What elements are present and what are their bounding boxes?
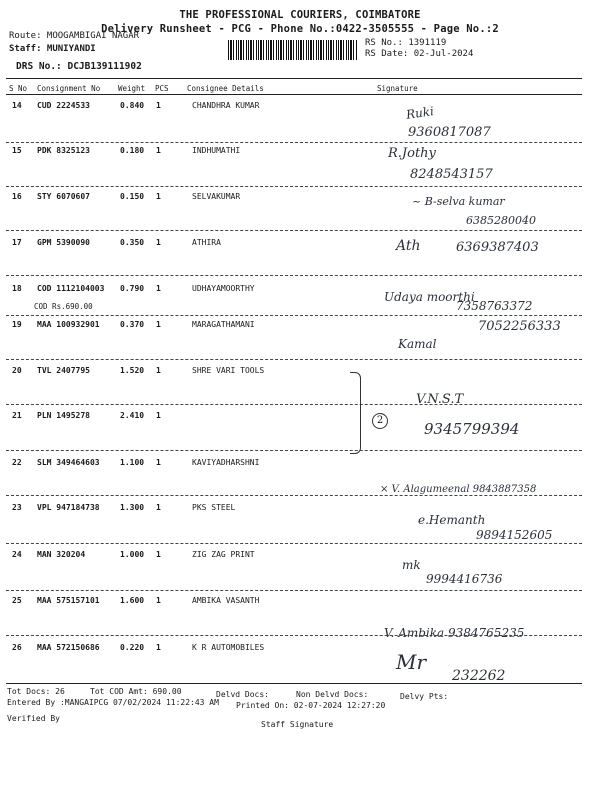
document-subtitle: Delivery Runsheet - PCG - Phone No.:0422-3505555 - Page No.:2 [101,23,499,35]
row-weight: 0.220 [120,643,145,652]
row-divider [6,590,582,591]
rs-date: RS Date: 02-Jul-2024 [365,49,474,59]
total-cod-amount: Tot COD Amt: 690.00 [90,687,182,696]
row-pcs: 1 [156,643,161,652]
row-pcs: 1 [156,284,161,293]
row-pcs: 1 [156,320,161,329]
row-consignment: PDK 8325123 [37,146,90,155]
handwritten-signature: R.Jothy [388,146,436,161]
row-consignment: MAA 572150686 [37,643,100,652]
row-pcs: 1 [156,238,161,247]
row-pcs: 1 [156,366,161,375]
header-bottom-rule [6,94,582,95]
document-title: THE PROFESSIONAL COURIERS, COIMBATORE [179,9,421,21]
handwritten-signature: × V. Alagumeenal 9843887358 [380,484,537,495]
row-consignee: ZIG ZAG PRINT [192,550,255,559]
route-label: Route: MOOGAMBIGAI NAGAR [9,31,140,41]
delivery-points: Delvy Pts: [400,692,449,701]
handwritten-signature: Ath [396,238,421,254]
row-divider [6,543,582,544]
row-weight: 0.370 [120,320,145,329]
row-consignment: MAA 100932901 [37,320,100,329]
row-sno: 21 [12,411,22,420]
row-weight: 0.790 [120,284,145,293]
row-sno: 23 [12,503,22,512]
row-consignee: ATHIRA [192,238,221,247]
row-pcs: 1 [156,503,161,512]
staff-signature-label: Staff Signature [261,720,334,729]
row-consignment: GPM 5390090 [37,238,90,247]
handwritten-phone: 8248543157 [410,167,493,182]
row-consignee: MARAGATHAMANI [192,320,255,329]
col-signature: Signature [377,84,418,93]
row-pcs: 1 [156,458,161,467]
row-consignee: SELVAKUMAR [192,192,241,201]
row-divider [6,450,582,451]
row-sno: 19 [12,320,22,329]
staff-label: Staff: MUNIYANDI [9,44,96,54]
handwritten-signature: Kamal [398,337,437,351]
row-pcs: 1 [156,596,161,605]
row-weight: 1.000 [120,550,145,559]
row-consignee: K R AUTOMOBILES [192,643,265,652]
row-divider [6,142,582,143]
row-sno: 17 [12,238,22,247]
col-sno: S No [9,84,28,93]
row-sno: 25 [12,596,22,605]
row-consignment: CUD 2224533 [37,101,90,110]
row-consignment: MAN 320204 [37,550,86,559]
handwritten-signature: ~ B-selva kumar [412,195,505,208]
row-weight: 1.520 [120,366,145,375]
col-consignee: Consignee Details [187,84,264,93]
row-sno: 20 [12,366,22,375]
entered-by: Entered By :MANGAIPCG 07/02/2024 11:22:43 AM [7,698,219,707]
row-consignee: AMBIKA VASANTH [192,596,260,605]
header-top-rule [6,78,582,79]
handwritten-signature: e.Hemanth [418,513,486,527]
row-consignee: PKS STEEL [192,503,236,512]
non-delivered-docs: Non Delvd Docs: [296,690,369,699]
row-divider [6,275,582,276]
row-divider [6,186,582,187]
row-consignment: COD 1112104003 [37,284,105,293]
row-consignee: INDHUMATHI [192,146,241,155]
handwritten-signature: V.N.S.T [416,392,464,407]
row-sno: 15 [12,146,22,155]
row-consignment: MAA 575157101 [37,596,100,605]
row-weight: 1.100 [120,458,145,467]
col-pcs: PCS [155,84,169,93]
row-sno: 24 [12,550,22,559]
row-sno: 22 [12,458,22,467]
row-sno: 18 [12,284,22,293]
handwritten-signature: Udaya moorthi [384,290,475,304]
row-consignee: KAVIYADHARSHNI [192,458,260,467]
row-consignee: UDHAYAMOORTHY [192,284,255,293]
row-consignment: SLM 349464603 [37,458,100,467]
row-consignment: STY 6070607 [37,192,90,201]
handwritten-phone: 7052256333 [478,319,561,334]
row-consignment: VPL 947184738 [37,503,100,512]
row-consignment: PLN 1495278 [37,411,90,420]
drs-number: DRS No.: DCJB139111902 [16,61,142,72]
rs-number: RS No.: 1391119 [365,38,447,48]
row-divider [6,495,582,496]
row-weight: 1.600 [120,596,145,605]
row-pcs: 1 [156,411,161,420]
handwritten-phone: 9345799394 [424,420,520,438]
row-weight: 0.180 [120,146,145,155]
handwritten-signature: V. Ambika 9384765235 [384,626,525,640]
footer-rule [6,683,582,684]
handwritten-signature: Mr [396,650,427,674]
handwritten-signature: mk [402,558,421,572]
row-divider [6,315,582,316]
handwritten-phone: 9994416736 [426,572,503,586]
row-weight: 0.840 [120,101,145,110]
row-weight: 1.300 [120,503,145,512]
row-divider [6,635,582,636]
row-divider [6,404,582,405]
row-sno: 14 [12,101,22,110]
col-weight: Weight [118,84,146,93]
handwritten-phone: 7358763372 [456,299,533,313]
row-sno: 16 [12,192,22,201]
col-consignment: Consignment No [37,84,101,93]
row-consignee: CHANDHRA KUMAR [192,101,260,110]
row-consignee: SHRE VARI TOOLS [192,366,265,375]
printed-on: Printed On: 02-07-2024 12:27:20 [236,701,386,710]
handwritten-phone: 9894152605 [476,528,553,542]
delivered-docs: Delvd Docs: [216,690,269,699]
row-weight: 2.410 [120,411,145,420]
bracket-count-mark: 2 [372,413,388,429]
cod-amount: COD Rs.690.00 [34,302,93,311]
handwritten-phone: 6385280040 [466,214,536,227]
row-weight: 0.350 [120,238,145,247]
row-pcs: 1 [156,101,161,110]
row-pcs: 1 [156,550,161,559]
row-bracket [350,372,361,454]
row-consignment: TVL 2407795 [37,366,90,375]
handwritten-phone: 9360817087 [408,125,491,140]
row-divider [6,230,582,231]
handwritten-phone: 232262 [452,668,506,684]
row-pcs: 1 [156,192,161,201]
row-divider [6,359,582,360]
handwritten-signature: Ruki [405,104,435,122]
total-docs: Tot Docs: 26 [7,687,65,696]
row-sno: 26 [12,643,22,652]
verified-by: Verified By [7,714,60,723]
barcode-image [228,40,358,60]
row-weight: 0.150 [120,192,145,201]
row-pcs: 1 [156,146,161,155]
handwritten-phone: 6369387403 [456,240,539,255]
